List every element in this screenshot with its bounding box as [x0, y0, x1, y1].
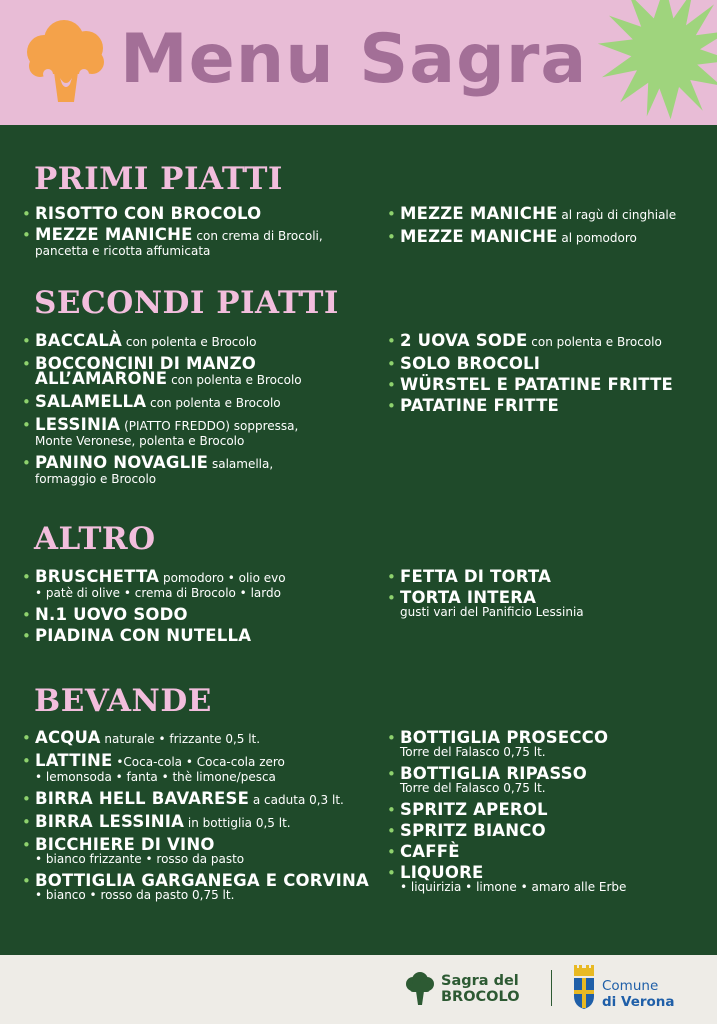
primi-left-column: [22, 206, 370, 265]
secondi-left-column: [22, 333, 342, 493]
menu-item: • N.1 UOVO SODO: [22, 607, 370, 622]
menu-item: • BOTTIGLIA GARGANEGA E CORVINA • bianco • rosso da pasto 0,75 lt.: [22, 873, 377, 903]
menu-item: • BOCCONCINI DI MANZO ALL’AMARONE con polenta e Brocolo: [22, 356, 342, 388]
page-title: Menu Sagra: [120, 20, 588, 99]
menu-item: • SPRITZ BIANCO: [387, 823, 712, 838]
menu-item: • 2 UOVA SODE con polenta e Brocolo: [387, 333, 712, 350]
primi-right-column: [387, 206, 712, 252]
sagra-del-brocolo-logo: [405, 972, 540, 1008]
altro-right-column: [387, 569, 712, 626]
altro-left-column: [22, 569, 370, 649]
menu-item: • LATTINE •Coca-cola • Coca-cola zero • lemonsoda • fanta • thè limone/pesca: [22, 753, 377, 785]
section-title-altro: ALTRO: [34, 521, 156, 557]
menu-item: • SOLO BROCOLI: [387, 356, 712, 371]
menu-item: • PANINO NOVAGLIE salamella, formaggio e Brocolo: [22, 455, 342, 487]
menu-item: • PIADINA CON NUTELLA: [22, 628, 370, 643]
broccoli-icon: [24, 18, 108, 104]
menu-item: • LESSINIA (PIATTO FREDDO) soppressa, Monte Veronese, polenta e Brocolo: [22, 417, 342, 449]
menu-item: • RISOTTO CON BROCOLO: [22, 206, 370, 221]
verona-coat-of-arms-icon: [572, 964, 596, 1010]
menu-item: • MEZZE MANICHE con crema di Brocoli, pancetta e ricotta affumicata: [22, 227, 370, 259]
menu-item: • BOTTIGLIA RIPASSO Torre del Falasco 0,75 lt.: [387, 766, 712, 796]
bevande-left-column: [22, 730, 377, 909]
menu-body: [0, 125, 717, 955]
star-burst-decoration: [595, 0, 717, 122]
comune-logo-text: Comune di Verona: [602, 978, 675, 1010]
secondi-right-column: [387, 333, 712, 419]
section-title-primi-piatti: PRIMI PIATTI: [34, 161, 283, 197]
section-title-secondi-piatti: SECONDI PIATTI: [34, 285, 339, 321]
bevande-right-column: [387, 730, 712, 901]
menu-item: • LIQUORE • liquirizia • limone • amaro alle Erbe: [387, 865, 712, 895]
comune-di-verona-logo: [572, 964, 682, 1014]
menu-item: • BICCHIERE DI VINO • bianco frizzante • rosso da pasto: [22, 837, 377, 867]
menu-item: • ACQUA naturale • frizzante 0,5 lt.: [22, 730, 377, 747]
menu-item: • CAFFÈ: [387, 844, 712, 859]
menu-item: • FETTA DI TORTA: [387, 569, 712, 584]
menu-item: • SALAMELLA con polenta e Brocolo: [22, 394, 342, 411]
menu-item: • BIRRA HELL BAVARESE a caduta 0,3 lt.: [22, 791, 377, 808]
menu-item: • WÜRSTEL E PATATINE FRITTE: [387, 377, 712, 392]
sagra-logo-text: Sagra del BROCOLO: [441, 973, 520, 1005]
menu-item: • MEZZE MANICHE al ragù di cinghiale: [387, 206, 712, 223]
menu-item: • MEZZE MANICHE al pomodoro: [387, 229, 712, 246]
menu-item: • BOTTIGLIA PROSECCO Torre del Falasco 0,75 lt.: [387, 730, 712, 760]
header: [0, 0, 717, 125]
broccoli-small-icon: [405, 972, 435, 1006]
menu-item: • PATATINE FRITTE: [387, 398, 712, 413]
menu-item: • SPRITZ APEROL: [387, 802, 712, 817]
menu-item: • BRUSCHETTA pomodoro • olio evo • patè di olive • crema di Brocolo • lardo: [22, 569, 370, 601]
menu-item: • BIRRA LESSINIA in bottiglia 0,5 lt.: [22, 814, 377, 831]
menu-item: • BACCALÀ con polenta e Brocolo: [22, 333, 342, 350]
footer-divider: [551, 970, 552, 1006]
menu-item: • TORTA INTERA gusti vari del Panificio Lessinia: [387, 590, 712, 620]
section-title-bevande: BEVANDE: [34, 683, 212, 719]
